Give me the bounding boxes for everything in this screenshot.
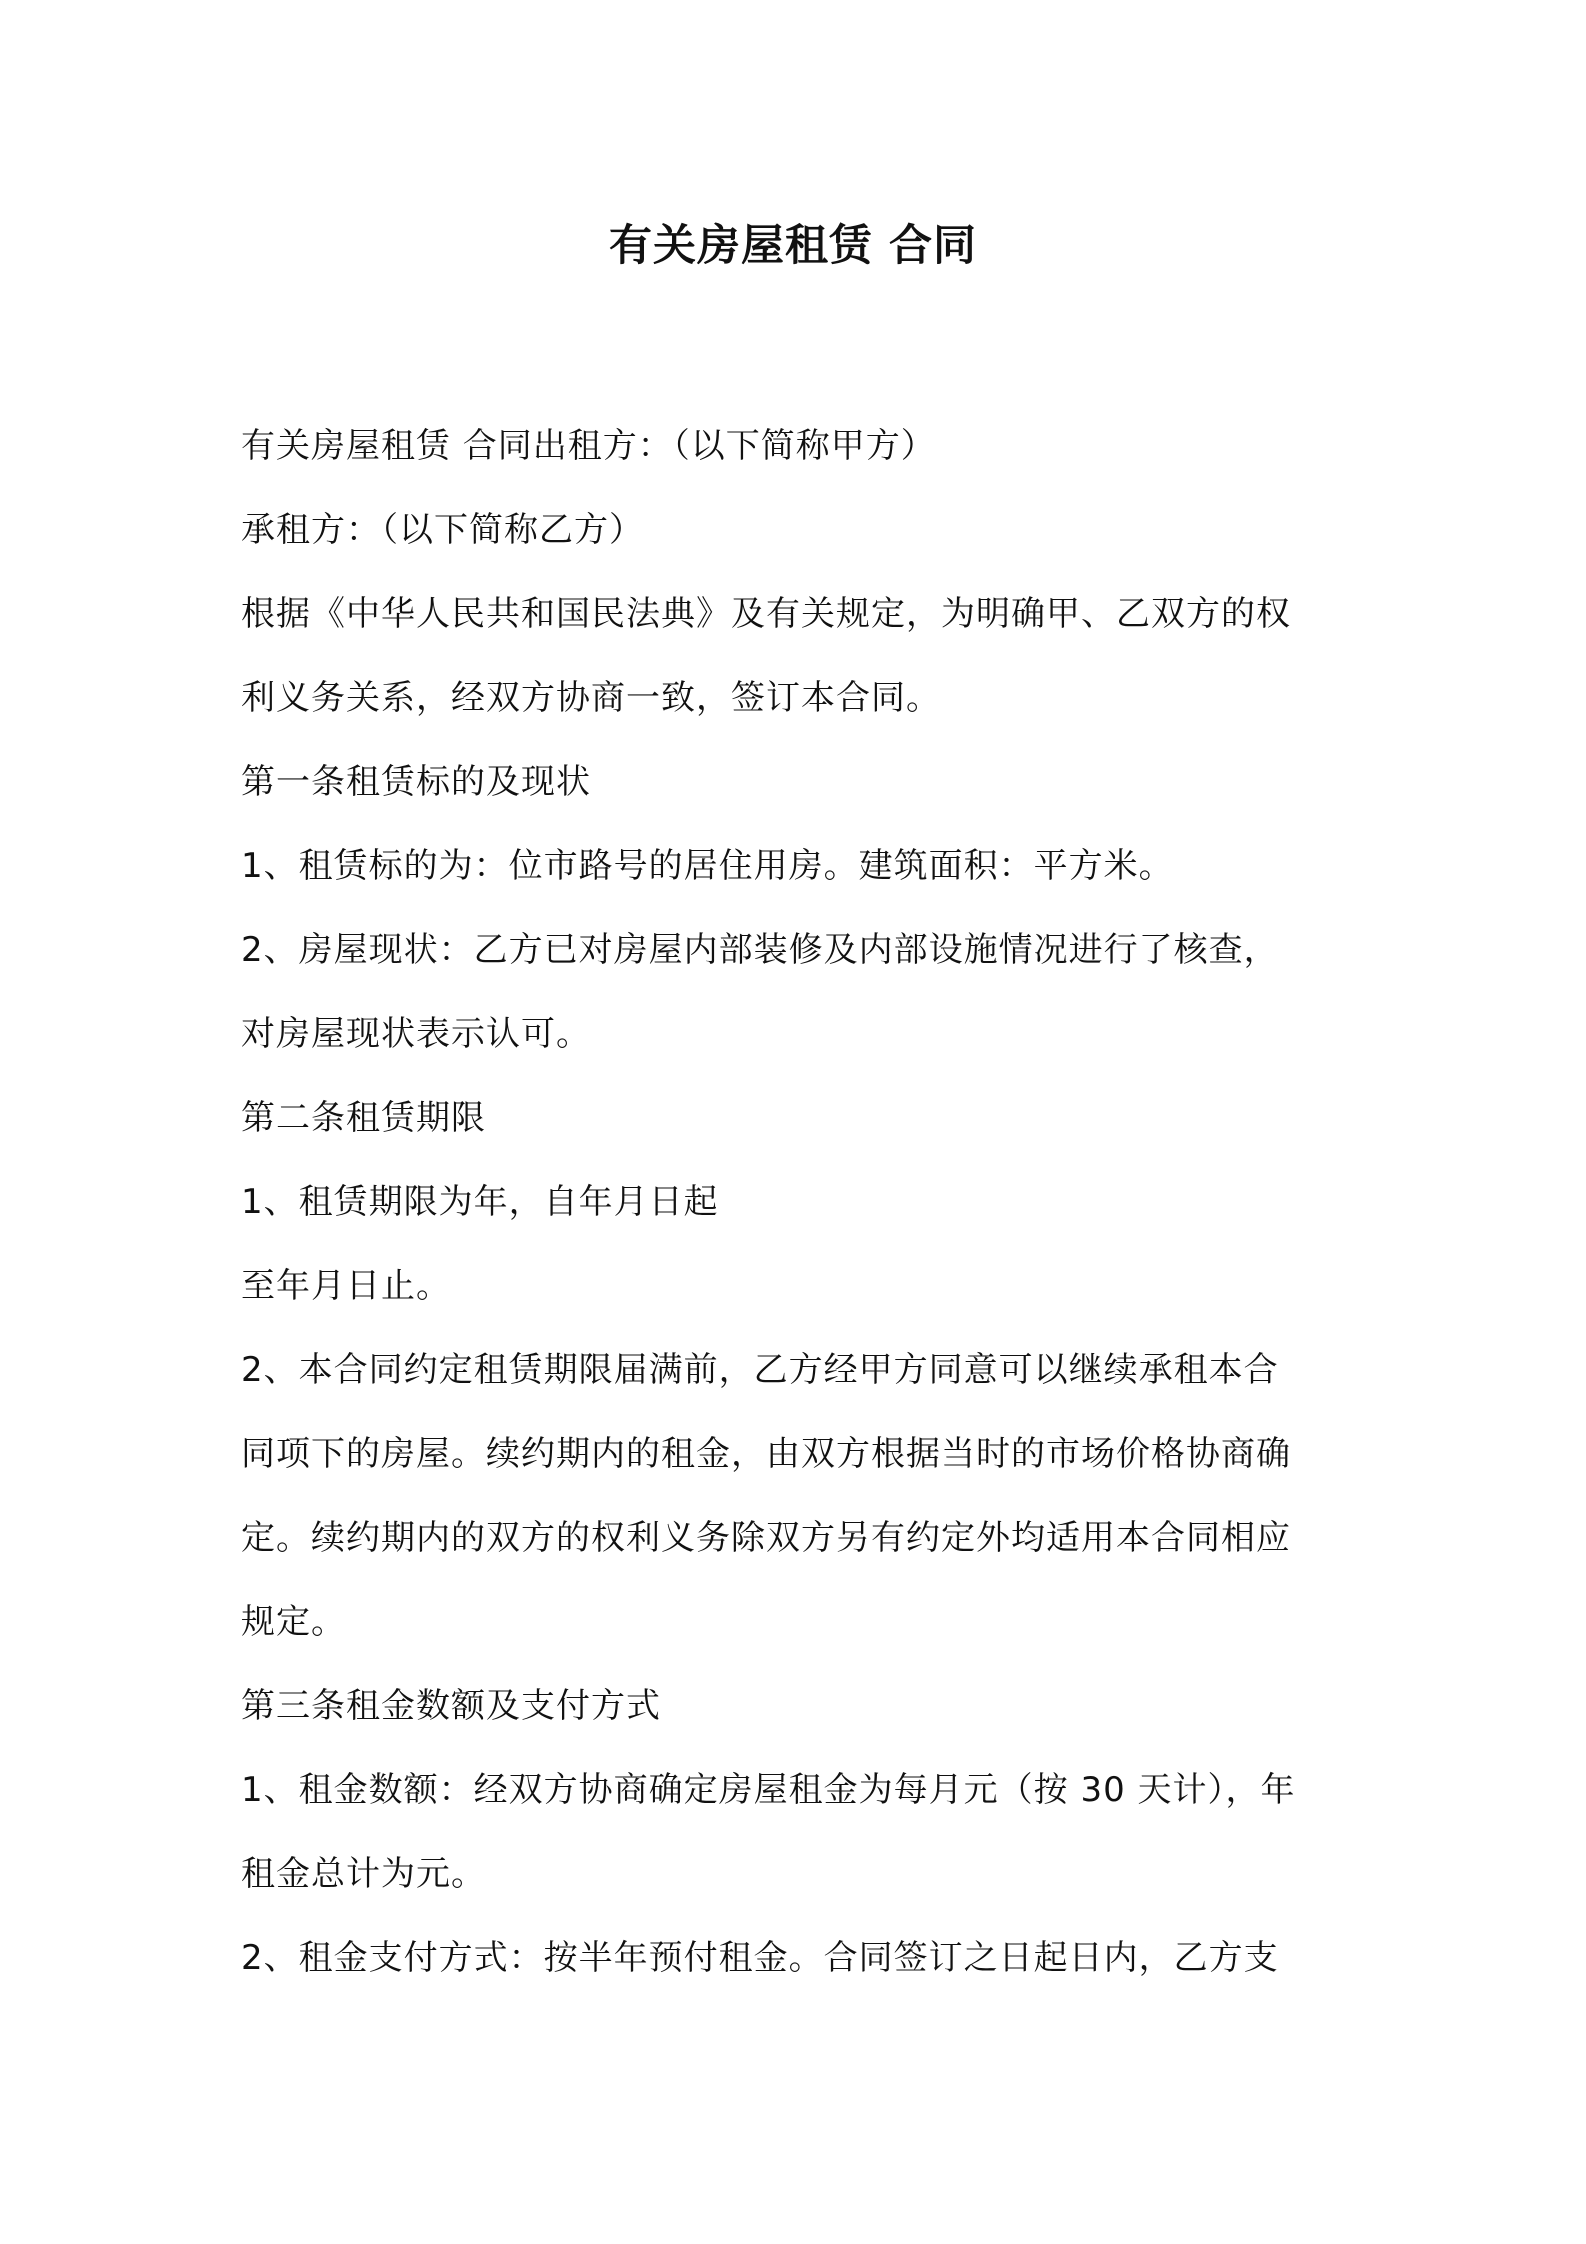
paragraph-line: 2、房屋现状：乙方已对房屋内部装修及内部设施情况进行了核查， [241, 930, 1279, 970]
paragraph-line: 租金总计为元。 [241, 1854, 486, 1894]
paragraph-line: 1、租赁期限为年，自年月日起 [241, 1182, 719, 1222]
paragraph-line: 有关房屋租赁 合同出租方：（以下简称甲方） [241, 426, 936, 466]
paragraph-line: 同项下的房屋。续约期内的租金，由双方根据当时的市场价格协商确 [241, 1434, 1291, 1474]
paragraph-line: 2、租金支付方式：按半年预付租金。合同签订之日起日内，乙方支 [241, 1938, 1279, 1978]
document-body [241, 404, 1356, 2000]
paragraph-line: 至年月日止。 [241, 1266, 451, 1306]
paragraph-line: 利义务关系，经双方协商一致，签订本合同。 [241, 678, 941, 718]
section-heading: 第二条租赁期限 [241, 1098, 486, 1138]
paragraph-line: 1、租赁标的为：位市路号的居住用房。建筑面积：平方米。 [241, 846, 1174, 886]
document-title: 有关房屋租赁 合同 [609, 221, 977, 271]
paragraph-line: 规定。 [241, 1602, 346, 1642]
paragraph-line: 根据《中华人民共和国民法典》及有关规定，为明确甲、乙双方的权 [241, 594, 1291, 634]
paragraph-line: 对房屋现状表示认可。 [241, 1014, 591, 1054]
paragraph-line: 2、本合同约定租赁期限届满前，乙方经甲方同意可以继续承租本合 [241, 1350, 1279, 1390]
section-heading: 第三条租金数额及支付方式 [241, 1686, 661, 1726]
section-heading: 第一条租赁标的及现状 [241, 762, 591, 802]
paragraph-line: 承租方：（以下简称乙方） [241, 510, 644, 550]
paragraph-line: 定。续约期内的双方的权利义务除双方另有约定外均适用本合同相应 [241, 1518, 1291, 1558]
paragraph-line: 1、租金数额：经双方协商确定房屋租金为每月元（按 30 天计），年 [241, 1770, 1296, 1810]
